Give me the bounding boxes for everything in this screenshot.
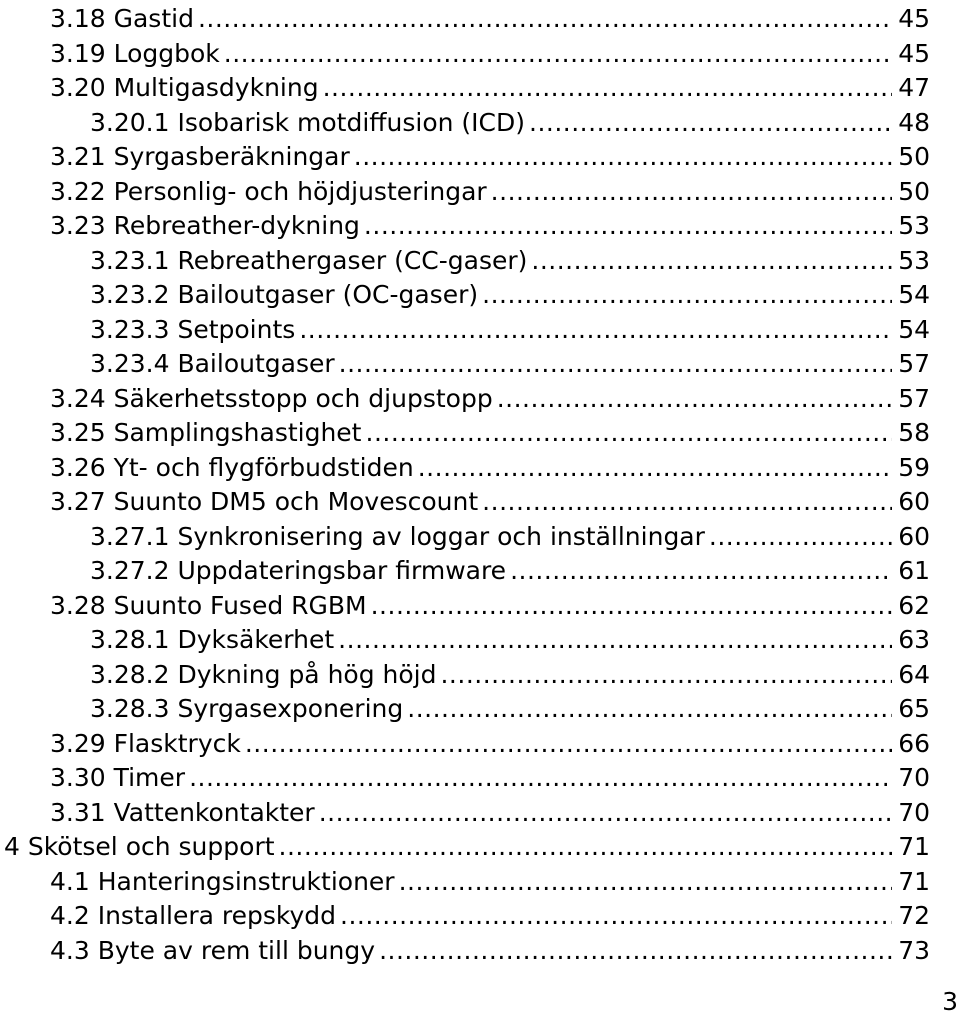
toc-entry[interactable] bbox=[90, 348, 930, 380]
toc-entry-label: 3.30 Timer bbox=[50, 763, 186, 792]
toc-entry[interactable] bbox=[50, 383, 930, 415]
toc-entry-label: 3.27.1 Synkronisering av loggar och inställningar bbox=[90, 521, 705, 551]
toc-entry[interactable] bbox=[90, 659, 930, 691]
toc-entry-page: 45 bbox=[898, 38, 930, 68]
toc-entry-page: 63 bbox=[898, 625, 930, 654]
toc-entry[interactable] bbox=[90, 245, 930, 277]
dot-leader bbox=[224, 38, 892, 70]
toc-entry-page: 48 bbox=[898, 107, 930, 137]
toc-entry[interactable] bbox=[90, 314, 930, 346]
toc-entry-label: 4 Skötsel och support bbox=[4, 832, 275, 861]
toc-entry[interactable] bbox=[50, 72, 930, 104]
toc-entry-label: 3.21 Syrgasberäkningar bbox=[50, 142, 350, 171]
toc-entry[interactable] bbox=[50, 3, 930, 35]
dot-leader bbox=[364, 210, 892, 242]
toc-entry-page: 47 bbox=[898, 73, 930, 102]
toc-entry-label: 3.31 Vattenkontakter bbox=[50, 797, 315, 827]
dot-leader bbox=[299, 314, 892, 346]
dot-leader bbox=[323, 72, 893, 104]
toc-entry-page: 53 bbox=[898, 211, 930, 240]
toc-entry-label: 3.27.2 Uppdateringsbar firmware bbox=[90, 556, 507, 585]
toc-entry-page: 50 bbox=[898, 142, 930, 171]
page-number: 3 bbox=[942, 987, 958, 1016]
toc-entry[interactable] bbox=[90, 624, 930, 656]
toc-entry-page: 60 bbox=[898, 487, 930, 516]
toc-entry[interactable] bbox=[50, 900, 930, 932]
toc-entry-label: 3.28.1 Dyksäkerhet bbox=[90, 625, 335, 654]
toc-entry-page: 70 bbox=[898, 763, 930, 792]
toc-entry[interactable] bbox=[90, 279, 930, 311]
toc-entry-page: 58 bbox=[898, 418, 930, 447]
dot-leader bbox=[529, 107, 892, 139]
toc-entry-page: 57 bbox=[898, 349, 930, 378]
toc-entry[interactable] bbox=[50, 935, 930, 967]
toc-entry-label: 3.20.1 Isobarisk motdiffusion (ICD) bbox=[90, 107, 525, 137]
toc-entry[interactable] bbox=[50, 590, 930, 622]
toc-entry-page: 66 bbox=[898, 728, 930, 758]
dot-leader bbox=[491, 176, 893, 208]
toc-entry-label: 4.2 Installera repskydd bbox=[50, 901, 337, 930]
toc-entry[interactable] bbox=[90, 521, 930, 553]
toc-entry-page: 61 bbox=[898, 556, 930, 585]
toc-entry-label: 3.23 Rebreather-dykning bbox=[50, 211, 360, 240]
toc-entry[interactable] bbox=[50, 762, 930, 794]
dot-leader bbox=[366, 417, 893, 449]
toc-entry-label: 3.20 Multigasdykning bbox=[50, 73, 319, 102]
dot-leader bbox=[340, 900, 892, 932]
dot-leader bbox=[497, 383, 892, 415]
toc-entry-label: 3.28 Suunto Fused RGBM bbox=[50, 590, 367, 620]
toc-entry[interactable] bbox=[50, 728, 930, 760]
dot-leader bbox=[198, 3, 892, 35]
dot-leader bbox=[319, 797, 892, 829]
dot-leader bbox=[379, 935, 892, 967]
dot-leader bbox=[339, 348, 893, 380]
toc-entry-label: 3.23.4 Bailoutgaser bbox=[90, 349, 335, 378]
dot-leader bbox=[354, 141, 892, 173]
dot-leader bbox=[189, 762, 892, 794]
dot-leader bbox=[399, 866, 893, 898]
toc-entry[interactable] bbox=[50, 452, 930, 484]
toc-entry-page: 62 bbox=[898, 590, 930, 620]
toc-entry[interactable] bbox=[90, 555, 930, 587]
toc-entry-page: 59 bbox=[898, 452, 930, 482]
toc-entry[interactable] bbox=[50, 38, 930, 70]
toc-entry-label: 3.25 Samplingshastighet bbox=[50, 418, 362, 447]
toc-entry-page: 50 bbox=[898, 176, 930, 206]
toc-entry-page: 64 bbox=[898, 659, 930, 689]
dot-leader bbox=[510, 555, 892, 587]
toc-entry-label: 4.3 Byte av rem till bungy bbox=[50, 935, 376, 965]
dot-leader bbox=[371, 590, 893, 622]
toc-entry[interactable] bbox=[90, 107, 930, 139]
dot-leader bbox=[531, 245, 892, 277]
dot-leader bbox=[279, 831, 893, 863]
toc-entry[interactable] bbox=[90, 693, 930, 725]
toc-entry[interactable] bbox=[50, 176, 930, 208]
toc-entry-label: 3.26 Yt- och flygförbudstiden bbox=[50, 452, 414, 482]
toc-entry[interactable] bbox=[50, 141, 930, 173]
toc-entry-page: 71 bbox=[898, 832, 930, 861]
toc-entry[interactable] bbox=[50, 486, 930, 518]
toc-entry-page: 73 bbox=[898, 935, 930, 965]
toc-entry-label: 3.18 Gastid bbox=[50, 4, 194, 33]
toc-entry-page: 60 bbox=[898, 521, 930, 551]
toc-entry-page: 65 bbox=[898, 694, 930, 723]
toc-entry-label: 3.28.3 Syrgasexponering bbox=[90, 694, 404, 723]
toc-entry-page: 45 bbox=[898, 4, 930, 33]
dot-leader bbox=[482, 486, 892, 518]
toc-entry-page: 57 bbox=[898, 383, 930, 413]
toc-entry-page: 70 bbox=[898, 797, 930, 827]
toc-entry-label: 3.27 Suunto DM5 och Movescount bbox=[50, 487, 479, 516]
toc-entry-page: 54 bbox=[898, 280, 930, 309]
toc-entry[interactable] bbox=[50, 866, 930, 898]
toc-entry-page: 72 bbox=[898, 901, 930, 930]
toc-entry-label: 3.24 Säkerhetsstopp och djupstopp bbox=[50, 383, 493, 413]
toc-entry-label: 3.23.1 Rebreathergaser (CC-gaser) bbox=[90, 245, 528, 275]
dot-leader bbox=[338, 624, 892, 656]
dot-leader bbox=[482, 279, 892, 311]
dot-leader bbox=[709, 521, 892, 553]
toc-entry-label: 3.22 Personlig- och höjdjusteringar bbox=[50, 176, 487, 206]
dot-leader bbox=[440, 659, 892, 691]
toc-entry[interactable] bbox=[50, 797, 930, 829]
toc-entry-label: 3.23.2 Bailoutgaser (OC-gaser) bbox=[90, 280, 479, 309]
toc-entry-label: 3.29 Flasktryck bbox=[50, 728, 241, 758]
toc-entry[interactable] bbox=[50, 417, 930, 449]
dot-leader bbox=[418, 452, 892, 484]
toc-entry-label: 3.28.2 Dykning på hög höjd bbox=[90, 659, 437, 689]
toc-entry-label: 4.1 Hanteringsinstruktioner bbox=[50, 866, 395, 896]
toc-entry-label: 3.23.3 Setpoints bbox=[90, 314, 296, 344]
toc-entry-page: 71 bbox=[898, 866, 930, 896]
toc-entry[interactable] bbox=[4, 831, 930, 863]
dot-leader bbox=[407, 693, 892, 725]
dot-leader bbox=[245, 728, 892, 760]
toc-entry-page: 54 bbox=[898, 314, 930, 344]
toc-entry-label: 3.19 Loggbok bbox=[50, 38, 220, 68]
toc-entry[interactable] bbox=[50, 210, 930, 242]
toc-entry-page: 53 bbox=[898, 245, 930, 275]
